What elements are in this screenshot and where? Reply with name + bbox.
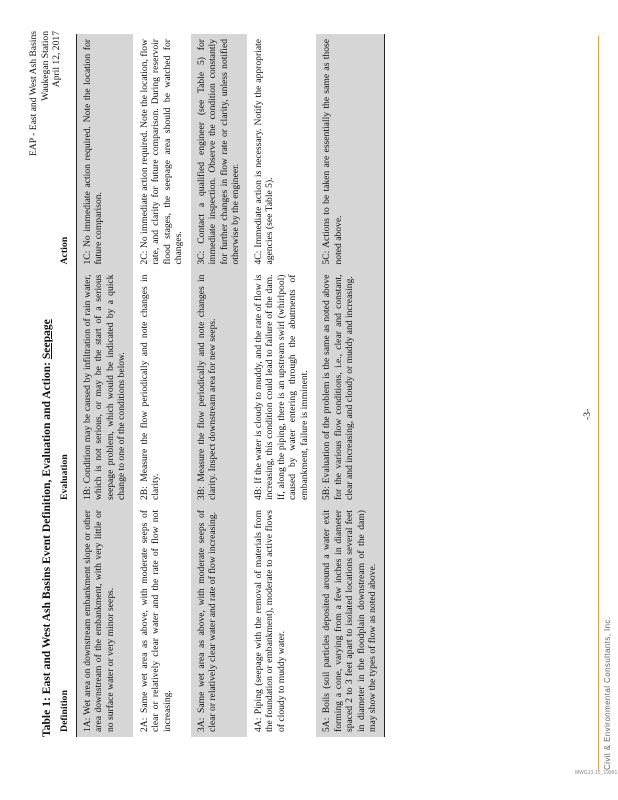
bates-stamp: MWG13-15_19991: [575, 770, 618, 776]
action-cell: 1C: No immediate action required. Note the location for future comparison.: [76, 34, 133, 270]
table-row: [316, 34, 385, 737]
evaluation-cell: 2B: Measure the flow periodically and note changes in clarity.: [138, 274, 161, 501]
footer-company: Civil & Environmental Consultants, Inc.: [603, 616, 612, 770]
action-cell: 4C: Immediate action is necessary. Notify the appropriate agencies (see Table 5).: [252, 39, 275, 265]
evaluation-cell: 5B: Evaluation of the problem is the same as noted above for the various flow conditions, i.e., clear and constant, clear and increasing, and cloudy or muddy and increasing.: [316, 270, 385, 506]
table-row: [133, 34, 190, 737]
definition-cell: 1A: Wet area on downstream embankment slope or other area downstream of the embankment, with very little or no surface water or very minor seeps.: [76, 505, 133, 737]
header-line-station: Waukegan Station: [39, 31, 51, 101]
column-header-evaluation: Evaluation: [56, 270, 76, 506]
definition-cell: 4A: Piping (seepage with the removal of materials from the foundation or embankment), moderate to active flows of cloudy to muddy water.: [252, 510, 287, 732]
table-title: [40, 319, 53, 737]
column-header-action: Action: [56, 34, 76, 270]
table-row: [76, 34, 133, 737]
evaluation-cell: 4B: If the water is cloudy to muddy, and the rate of flow is increasing, this condition could lead to failure of the dam. If, along the piping, there is an upstream swirl (whirlpool) caused by water entering through the abutments of embankment, failure is imminent.: [252, 274, 310, 501]
header-line-date: April 12, 2017: [51, 31, 62, 88]
table-title-prefix: Table 1: East and West Ash Basins Event Definition, Evaluation and Action:: [40, 359, 53, 737]
header-line-title: EAP - East and West Ash Basins: [28, 31, 39, 157]
table-header-row: [56, 34, 76, 737]
table-title-topic: Seepage: [40, 319, 53, 360]
column-header-definition: Definition: [56, 505, 76, 737]
action-cell: 2C: No immediate action required. Note the location, flow rate, and clarity for future comparison. During reservoir flood stages, the seepage area should be watched for changes.: [138, 39, 184, 265]
evaluation-cell: 1B: Condition may be caused by infiltration of rain water, which is not serious, or may be the start of a serious seepage problem, which would be indicated by a quick change to one of the conditions below.: [76, 270, 133, 506]
table-row: [247, 34, 316, 737]
definition-cell: 2A: Same wet area as above, with moderate seeps of clear or relatively clear water and the rate of flow not increasing.: [138, 510, 173, 732]
page-number: -3-: [582, 408, 593, 420]
footer-divider: [598, 36, 599, 770]
definition-cell: 5A: Boils (soil particles deposited around a water exit forming a cone, varying from a few inches in diameter spaced 2 to 3 feet apart to isolated locations several feet in diameter in the floodplain downstream of the dam) may show the types of flow as noted above.: [316, 505, 385, 737]
evaluation-cell: 3B: Measure the flow periodically and note changes in clarity. Inspect downstream area for new seeps.: [190, 270, 247, 506]
action-cell: 3C: Contact a qualified engineer (see Table 5) for immediate inspection. Observe the condition constantly for further changes in flow rate or clarity, unless notified otherwise by the engineer.: [190, 34, 247, 270]
table-row: [190, 34, 247, 737]
action-cell: 5C: Actions to be taken are essentially the same as those noted above.: [316, 34, 385, 270]
definition-cell: 3A: Same wet area as above, with moderate seeps of clear or relatively clear water and rate of flow increasing.: [190, 505, 247, 737]
seepage-table: [56, 34, 385, 737]
